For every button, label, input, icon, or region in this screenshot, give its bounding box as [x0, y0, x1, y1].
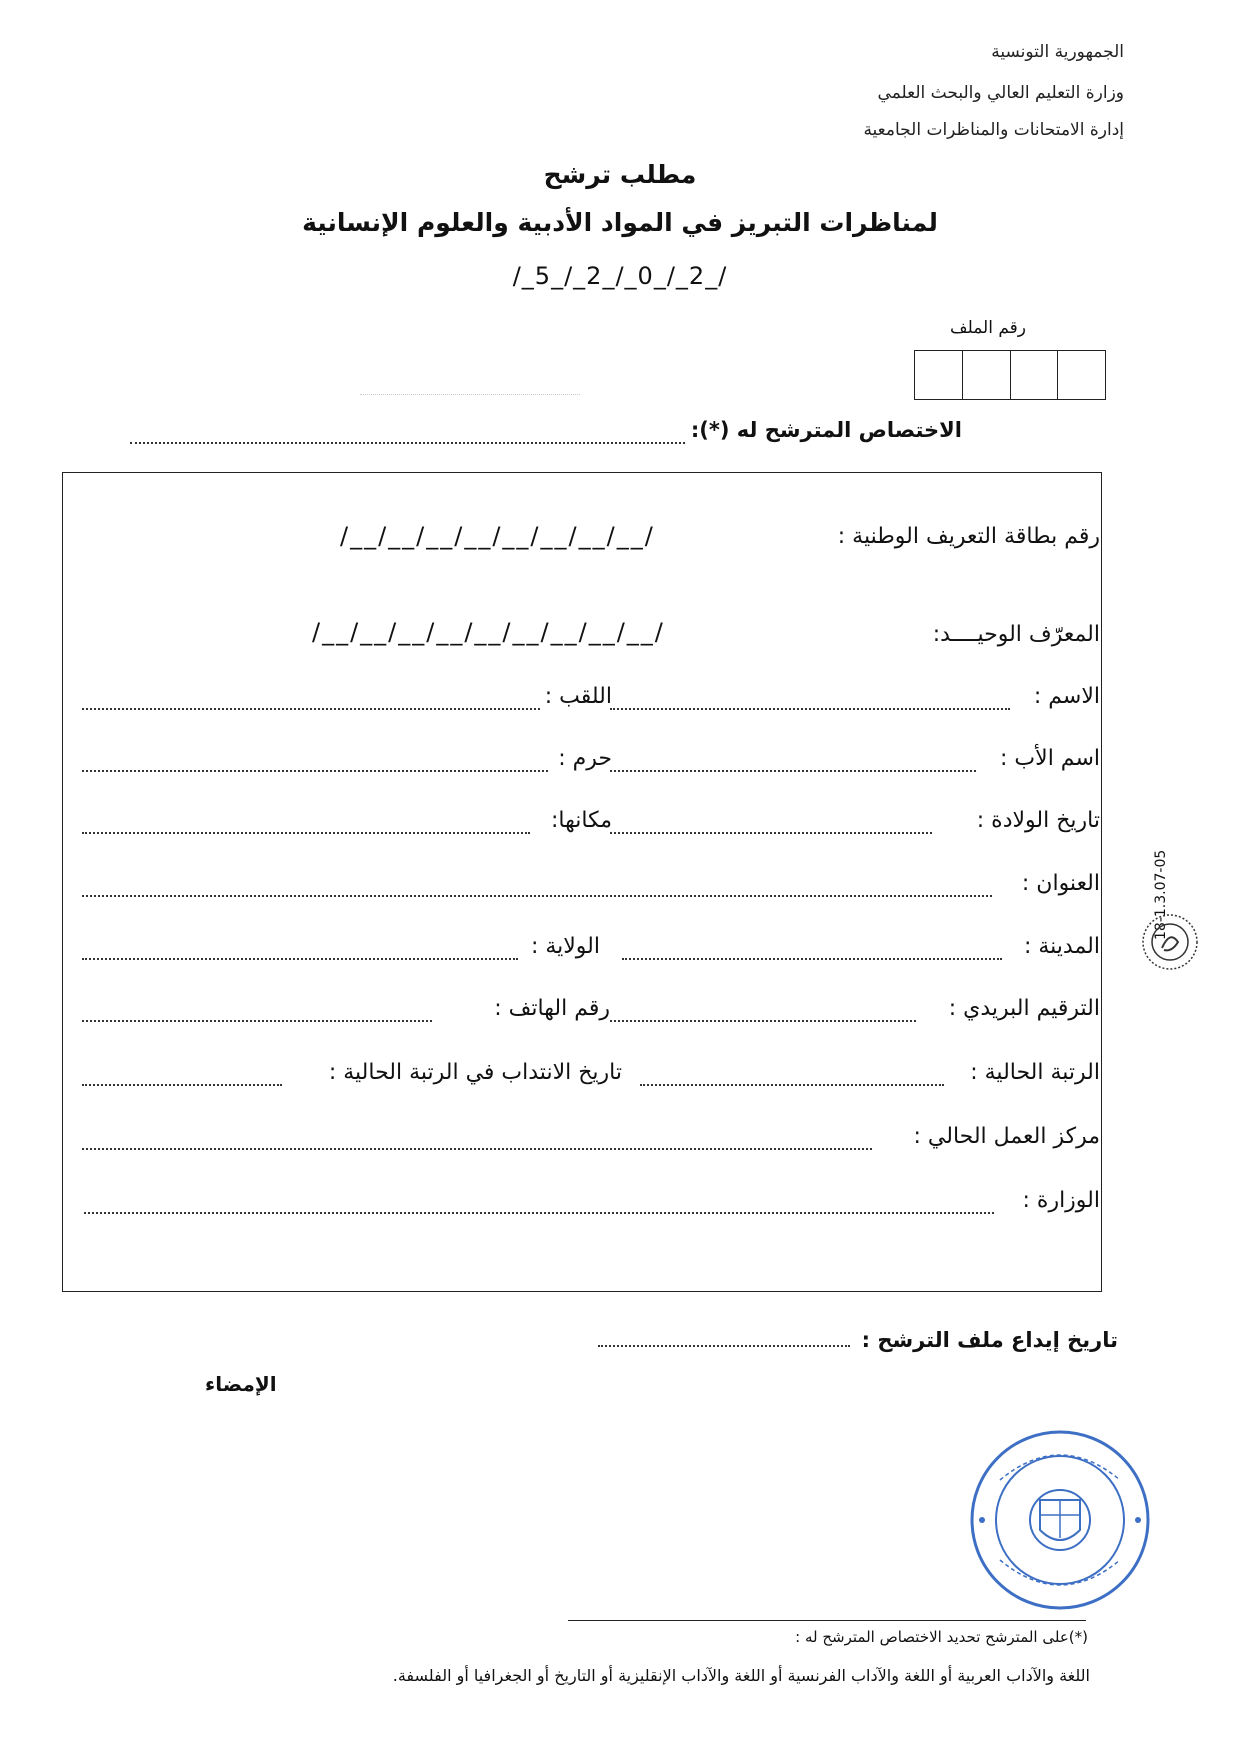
address-label: العنوان :	[1021, 871, 1100, 896]
file-number-cell[interactable]	[1057, 351, 1105, 399]
city-label: المدينة :	[1023, 934, 1100, 959]
birth-place-label: مكانها:	[550, 808, 612, 833]
unique-id-label: المعرّف الوحيــــد:	[932, 622, 1100, 647]
file-number-cell[interactable]	[962, 351, 1010, 399]
deposit-date-label: تاريخ إيداع ملف الترشح :	[861, 1328, 1118, 1352]
postal-code-label: الترقيم البريدي :	[948, 996, 1100, 1021]
file-number-boxes[interactable]	[914, 350, 1106, 400]
faint-mark	[360, 394, 580, 395]
footnote-specialties: اللغة والآداب العربية أو اللغة والآداب الفرنسية أو اللغة والآداب الإنقليزية أو التاريخ أو الجغرافيا أو الفلسفة.	[392, 1666, 1090, 1685]
small-seal-icon	[1140, 912, 1200, 972]
signature-label: الإمضاء	[205, 1372, 277, 1396]
father-name-field[interactable]	[610, 770, 976, 772]
footnote-title: (*)على المترشح تحديد الاختصاص المترشح له :	[795, 1628, 1088, 1646]
side-reference-text: 18-1.3.07-05	[1153, 849, 1169, 940]
birth-date-field[interactable]	[610, 832, 932, 834]
governorate-label: الولاية :	[530, 934, 600, 959]
file-number-cell[interactable]	[915, 351, 962, 399]
header-republic: الجمهورية التونسية	[991, 42, 1124, 62]
rank-label: الرتبة الحالية :	[970, 1060, 1100, 1085]
spouse-label: حرم :	[558, 746, 612, 771]
phone-field[interactable]	[82, 1020, 432, 1022]
footnote-rule	[568, 1620, 1086, 1621]
city-field[interactable]	[622, 958, 1002, 960]
postal-code-field[interactable]	[610, 1020, 916, 1022]
name-label: الاسم :	[1033, 684, 1100, 709]
ministry-field[interactable]	[84, 1212, 994, 1214]
form-subtitle: لمناظرات التبريز في المواد الأدبية والعلوم الإنسانية	[302, 208, 938, 237]
ministry-label: الوزارة :	[1022, 1188, 1100, 1213]
surname-label: اللقب :	[544, 684, 612, 709]
workplace-label: مركز العمل الحالي :	[913, 1124, 1100, 1149]
cin-label: رقم بطاقة التعريف الوطنية :	[837, 524, 1100, 549]
appointment-date-field[interactable]	[82, 1084, 282, 1086]
address-field[interactable]	[82, 895, 992, 897]
rank-field[interactable]	[640, 1084, 944, 1086]
birth-place-field[interactable]	[82, 832, 530, 834]
specialty-label: الاختصاص المترشح له (*):	[690, 418, 962, 442]
surname-field[interactable]	[82, 708, 540, 710]
cin-slots[interactable]: /__/__/__/__/__/__/__/__/	[340, 522, 655, 550]
father-name-label: اسم الأب :	[1000, 746, 1100, 771]
official-stamp	[960, 1420, 1160, 1620]
file-number-label: رقم الملف	[950, 318, 1027, 338]
file-number-cell[interactable]	[1010, 351, 1058, 399]
header-directorate: إدارة الامتحانات والمناظرات الجامعية	[863, 120, 1124, 140]
birth-date-label: تاريخ الولادة :	[976, 808, 1100, 833]
header-ministry: وزارة التعليم العالي والبحث العلمي	[877, 83, 1124, 103]
workplace-field[interactable]	[82, 1148, 872, 1150]
phone-label: رقم الهاتف :	[494, 996, 610, 1021]
unique-id-slots[interactable]: /__/__/__/__/__/__/__/__/__/	[312, 618, 665, 646]
governorate-field[interactable]	[82, 958, 518, 960]
specialty-field[interactable]	[130, 442, 685, 444]
appointment-date-label: تاريخ الانتداب في الرتبة الحالية :	[328, 1060, 622, 1085]
form-title: مطلب ترشح	[543, 160, 697, 189]
spouse-field[interactable]	[82, 770, 548, 772]
deposit-date-field[interactable]	[598, 1345, 850, 1347]
session-year: /_2_/_0_/_2_/_5_/	[512, 262, 728, 290]
candidate-info-box	[62, 472, 1102, 1292]
name-field[interactable]	[610, 708, 1010, 710]
